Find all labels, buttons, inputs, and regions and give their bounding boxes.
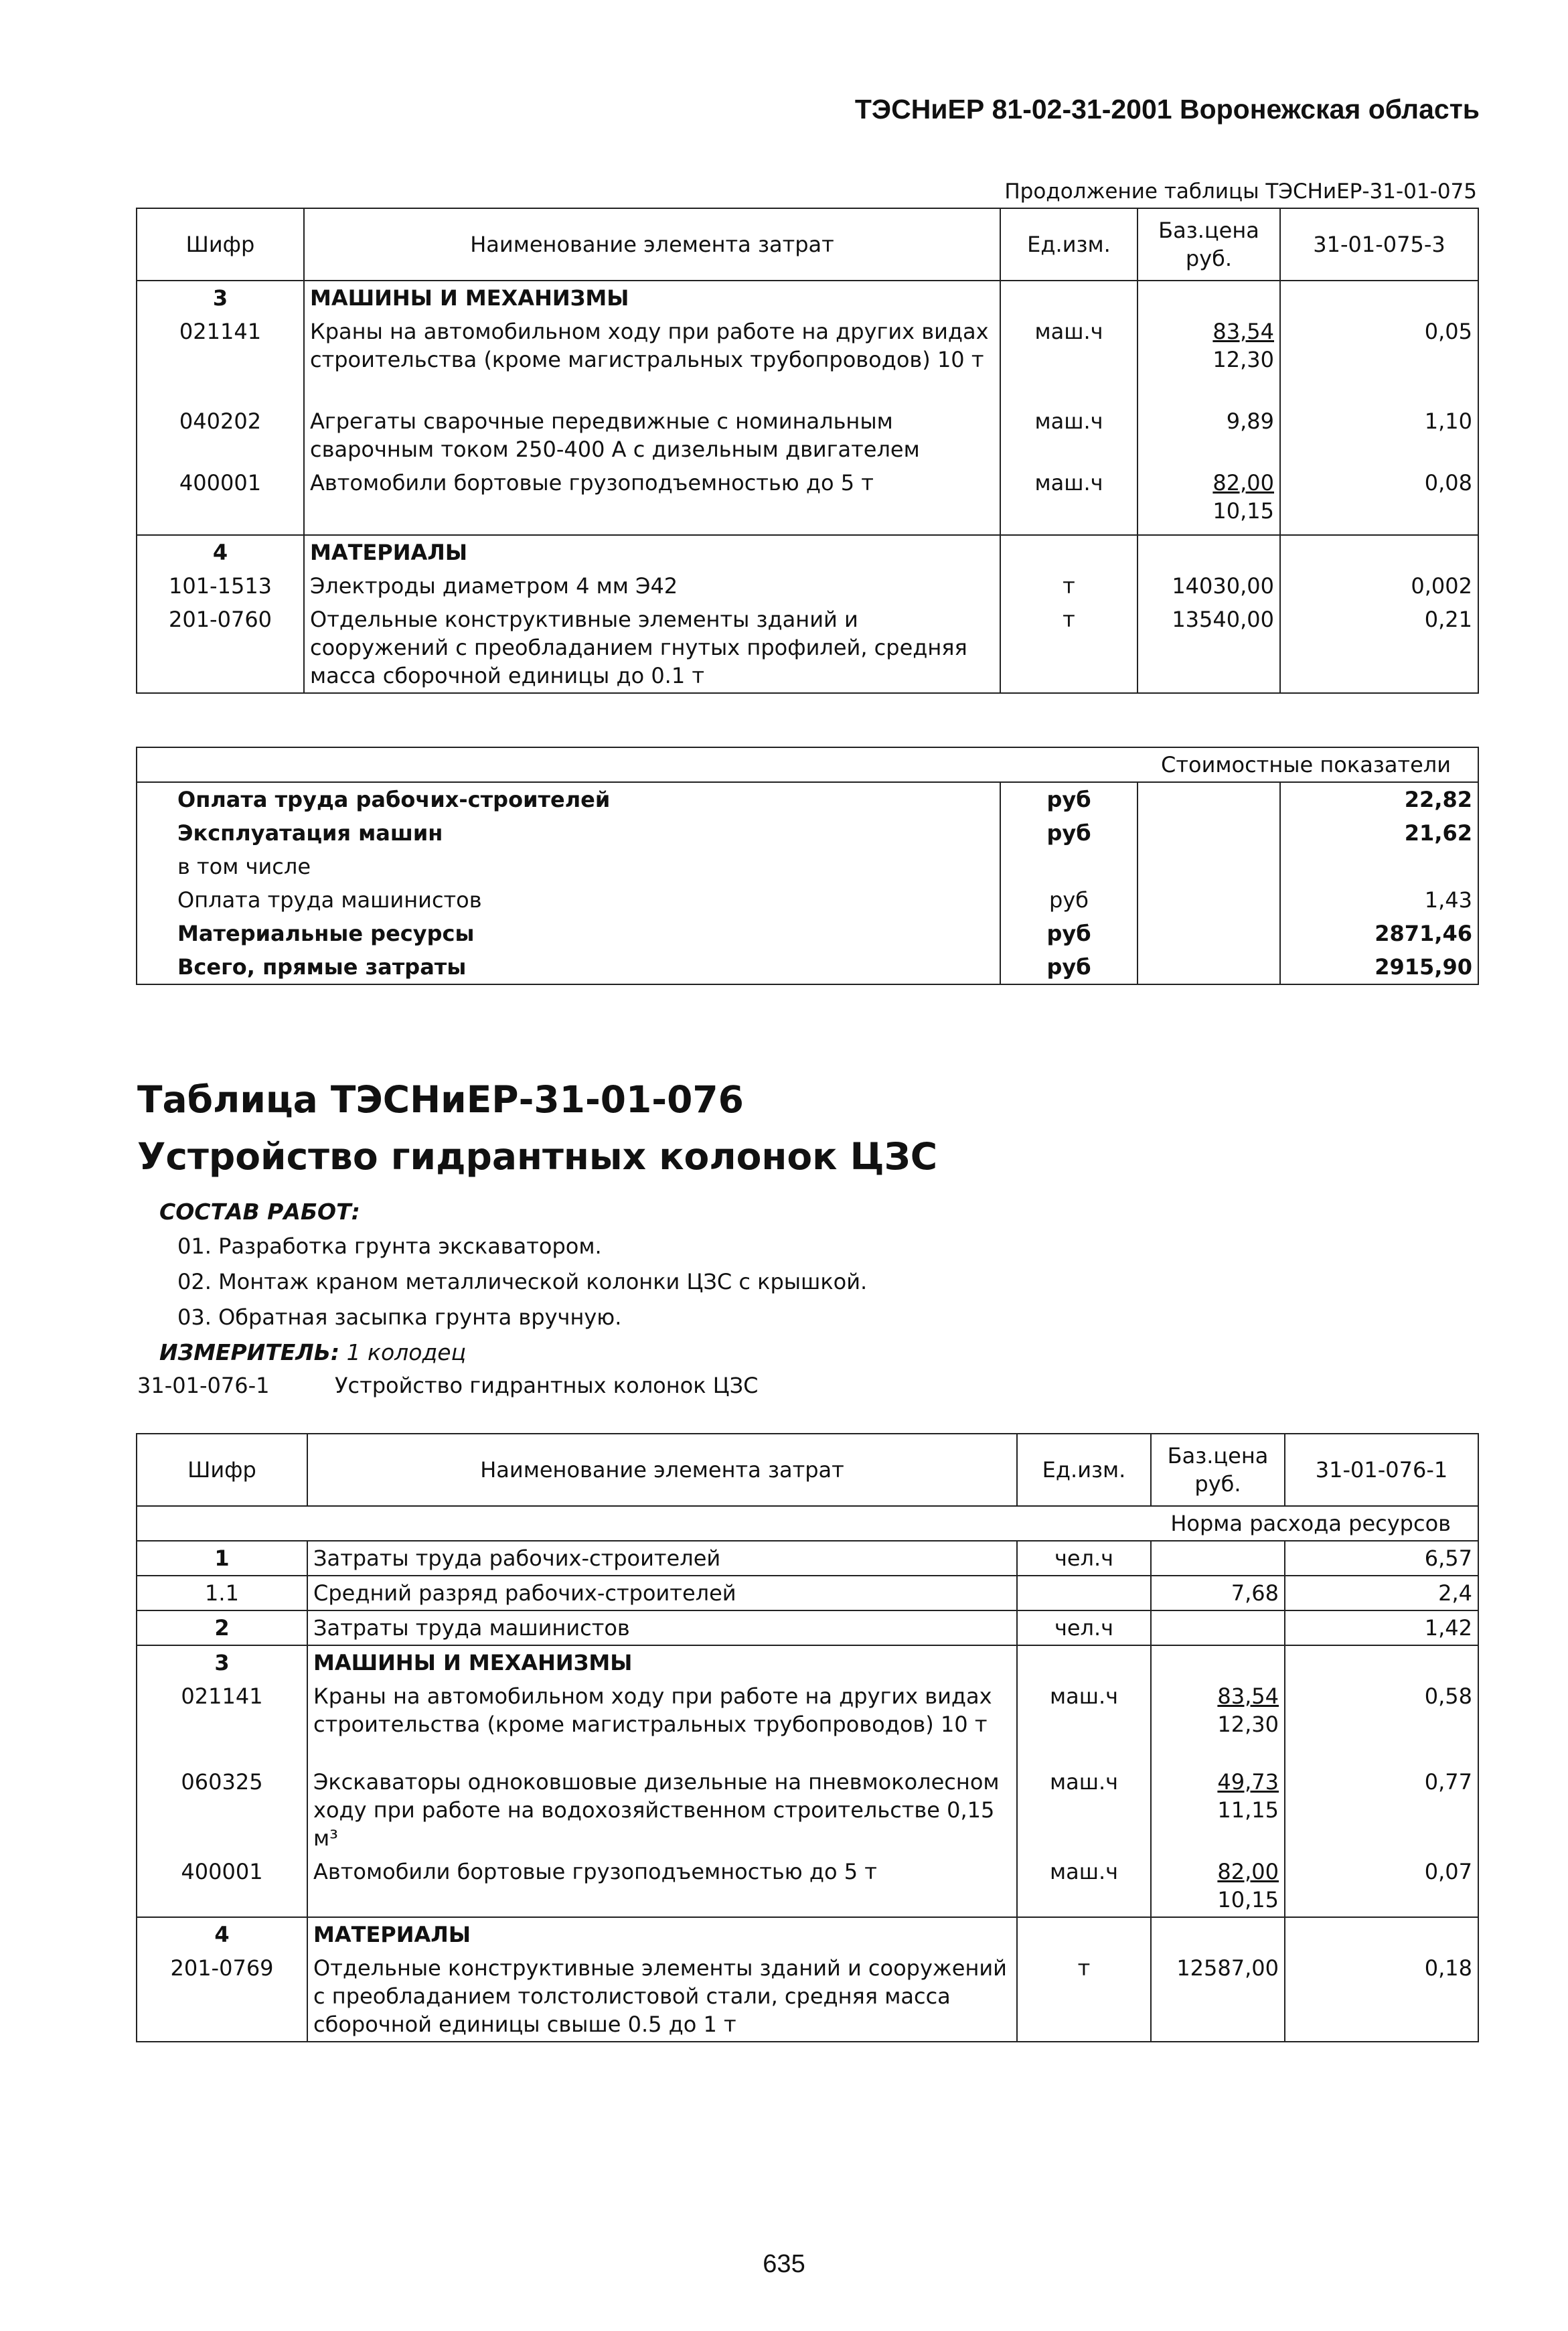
cost-row (137, 816, 1478, 850)
table-row (137, 1765, 1478, 1855)
col-header-name: Наименование элемента затрат (304, 208, 1000, 281)
table-row (137, 1855, 1478, 1917)
resource-table-075 (136, 208, 1479, 694)
row-price (1138, 535, 1280, 569)
row-code: 400001 (137, 1855, 307, 1917)
row-price (1151, 1645, 1285, 1679)
row-norm-value: 2,4 (1285, 1576, 1478, 1610)
row-norm-value: 1,10 (1280, 404, 1478, 466)
row-code: 201-0760 (137, 603, 304, 693)
table-row (137, 1951, 1478, 2042)
row-code: 1 (137, 1541, 307, 1576)
cost-value: 22,82 (1280, 782, 1478, 816)
work-item: 03. Обратная засыпка грунта вручную. (177, 1304, 622, 1330)
cost-value: 2915,90 (1280, 950, 1478, 984)
row-name: Агрегаты сварочные передвижные с номинальным сварочным током 250-400 А с дизельным двигателем (304, 404, 1000, 466)
price-value: 82,00 (1217, 1859, 1279, 1884)
cost-unit: руб (1000, 883, 1138, 917)
row-name: Краны на автомобильном ходу при работе на других видах строительства (кроме магистральных трубопроводов) 10 т (307, 1679, 1017, 1765)
row-price (1151, 1951, 1285, 2042)
col-header-price: Баз.цена руб. (1151, 1434, 1285, 1506)
item-code: 31-01-076-1 (137, 1373, 270, 1398)
works-label: СОСТАВ РАБОТ: (159, 1199, 360, 1225)
row-norm-value (1285, 1645, 1478, 1679)
cost-unit: руб (1000, 917, 1138, 950)
work-item: 02. Монтаж краном металлической колонки ЦЗС с крышкой. (177, 1269, 868, 1294)
row-norm-value: 0,07 (1285, 1855, 1478, 1917)
price-wage-value: 10,15 (1212, 498, 1274, 524)
cost-value: 2871,46 (1280, 917, 1478, 950)
row-norm-value: 0,08 (1280, 466, 1478, 535)
table-row (137, 315, 1478, 404)
continuation-caption: Продолжение таблицы ТЭСНиЕР-31-01-075 (1004, 179, 1477, 204)
row-price (1151, 1679, 1285, 1765)
table-row (137, 281, 1478, 315)
table-row (137, 1610, 1478, 1645)
row-code: 3 (137, 1645, 307, 1679)
blank-cell (1138, 816, 1280, 850)
item-name: Устройство гидрантных колонок ЦЗС (335, 1373, 759, 1398)
price-value: 83,54 (1217, 1683, 1279, 1709)
row-code: 400001 (137, 466, 304, 535)
row-norm-value: 0,77 (1285, 1765, 1478, 1855)
row-name: Электроды диаметром 4 мм Э42 (304, 569, 1000, 603)
row-unit: маш.ч (1017, 1855, 1151, 1917)
row-price (1151, 1610, 1285, 1645)
document-header: ТЭСНиЕР 81-02-31-2001 Воронежская область (854, 94, 1480, 125)
row-name: Краны на автомобильном ходу при работе на других видах строительства (кроме магистральных трубопроводов) 10 т (304, 315, 1000, 404)
row-norm-value: 6,57 (1285, 1541, 1478, 1576)
table-row (137, 535, 1478, 569)
row-price (1138, 466, 1280, 535)
row-unit (1000, 281, 1138, 315)
row-norm-value: 0,18 (1285, 1951, 1478, 2042)
row-norm-value: 1,42 (1285, 1610, 1478, 1645)
price-value: 9,89 (1226, 408, 1274, 434)
table-row (137, 1576, 1478, 1610)
cost-name: Эксплуатация машин (137, 816, 1000, 850)
resource-table-076 (136, 1433, 1479, 2042)
blank-cell (1138, 782, 1280, 816)
cost-summary-table (136, 747, 1479, 985)
cost-value: 1,43 (1280, 883, 1478, 917)
cost-row (137, 850, 1478, 883)
row-norm-value: 0,58 (1285, 1679, 1478, 1765)
table-row (137, 1679, 1478, 1765)
cost-name: в том числе (137, 850, 1000, 883)
row-code: 2 (137, 1610, 307, 1645)
blank-cell (1138, 883, 1280, 917)
row-unit: т (1017, 1951, 1151, 2042)
norm-header: Норма расхода ресурсов (137, 1506, 1478, 1541)
measure-line (159, 1339, 466, 1365)
row-unit: чел.ч (1017, 1541, 1151, 1576)
row-unit: чел.ч (1017, 1610, 1151, 1645)
blank-cell (1138, 950, 1280, 984)
row-price (1151, 1765, 1285, 1855)
row-unit: т (1000, 603, 1138, 693)
row-unit: т (1000, 569, 1138, 603)
row-norm-value: 0,05 (1280, 315, 1478, 404)
price-value: 83,54 (1212, 319, 1274, 344)
row-unit (1017, 1576, 1151, 1610)
table-header-row (137, 1434, 1478, 1506)
row-unit (1017, 1917, 1151, 1951)
row-name: МАТЕРИАЛЫ (304, 535, 1000, 569)
row-price (1151, 1541, 1285, 1576)
price-value: 12587,00 (1176, 1955, 1279, 1981)
table-title: Таблица ТЭСНиЕР-31-01-076 (137, 1078, 744, 1121)
row-unit: маш.ч (1017, 1765, 1151, 1855)
price-value: 49,73 (1217, 1769, 1279, 1795)
cost-header: Стоимостные показатели (1138, 747, 1478, 782)
cost-row (137, 950, 1478, 984)
row-name: Затраты труда машинистов (307, 1610, 1017, 1645)
cost-unit: руб (1000, 950, 1138, 984)
price-value: 13540,00 (1172, 607, 1274, 632)
table-row (137, 603, 1478, 693)
cost-name: Оплата труда рабочих-строителей (137, 782, 1000, 816)
col-header-unit: Ед.изм. (1017, 1434, 1151, 1506)
col-header-code: Шифр (137, 208, 304, 281)
col-header-code: Шифр (137, 1434, 307, 1506)
row-unit (1000, 535, 1138, 569)
row-price (1138, 404, 1280, 466)
work-item: 01. Разработка грунта экскаватором. (177, 1233, 602, 1259)
row-unit: маш.ч (1000, 404, 1138, 466)
table-row (137, 404, 1478, 466)
row-name: Отдельные конструктивные элементы зданий и сооружений с преобладанием толстолистовой стали, средняя масса сборочной единицы свыше 0.5 до 1 т (307, 1951, 1017, 2042)
col-header-name: Наименование элемента затрат (307, 1434, 1017, 1506)
row-price (1138, 281, 1280, 315)
row-code: 3 (137, 281, 304, 315)
row-code: 040202 (137, 404, 304, 466)
row-price (1151, 1917, 1285, 1951)
col-header-norm: 31-01-075-3 (1280, 208, 1478, 281)
cost-value: 21,62 (1280, 816, 1478, 850)
cost-name: Всего, прямые затраты (137, 950, 1000, 984)
measure-value: 1 колодец (346, 1339, 467, 1365)
page-number: 635 (763, 2250, 805, 2278)
row-name: МАШИНЫ И МЕХАНИЗМЫ (304, 281, 1000, 315)
table-row (137, 1541, 1478, 1576)
price-value: 7,68 (1231, 1580, 1279, 1606)
blank-cell (1138, 850, 1280, 883)
row-norm-value: 0,21 (1280, 603, 1478, 693)
cost-name: Оплата труда машинистов (137, 883, 1000, 917)
cost-unit: руб (1000, 816, 1138, 850)
row-price (1138, 569, 1280, 603)
row-code: 201-0769 (137, 1951, 307, 2042)
row-unit: маш.ч (1000, 315, 1138, 404)
table-subtitle: Устройство гидрантных колонок ЦЗС (137, 1135, 938, 1178)
norm-header-row (137, 1506, 1478, 1541)
price-wage-value: 12,30 (1217, 1712, 1279, 1737)
measure-label: ИЗМЕРИТЕЛЬ: (159, 1339, 340, 1365)
cost-unit: руб (1000, 782, 1138, 816)
cost-header-row (137, 747, 1478, 782)
row-name: Экскаваторы одноковшовые дизельные на пневмоколесном ходу при работе на водохозяйственном строительстве 0,15 м³ (307, 1765, 1017, 1855)
row-price (1151, 1855, 1285, 1917)
row-norm-value (1280, 281, 1478, 315)
cost-unit (1000, 850, 1138, 883)
row-name: Средний разряд рабочих-строителей (307, 1576, 1017, 1610)
price-wage-value: 11,15 (1217, 1797, 1279, 1823)
cost-row (137, 917, 1478, 950)
blank-cell (1138, 917, 1280, 950)
row-price (1138, 603, 1280, 693)
row-norm-value: 0,002 (1280, 569, 1478, 603)
cost-name: Материальные ресурсы (137, 917, 1000, 950)
price-value: 14030,00 (1172, 573, 1274, 599)
row-code: 4 (137, 535, 304, 569)
row-name: МАШИНЫ И МЕХАНИЗМЫ (307, 1645, 1017, 1679)
col-header-unit: Ед.изм. (1000, 208, 1138, 281)
table-row (137, 1917, 1478, 1951)
row-code: 021141 (137, 315, 304, 404)
col-header-price: Баз.цена руб. (1138, 208, 1280, 281)
price-wage-value: 12,30 (1212, 347, 1274, 372)
row-code: 4 (137, 1917, 307, 1951)
price-wage-value: 10,15 (1217, 1887, 1279, 1912)
table-row (137, 569, 1478, 603)
table-header-row (137, 208, 1478, 281)
row-name: МАТЕРИАЛЫ (307, 1917, 1017, 1951)
row-code: 101-1513 (137, 569, 304, 603)
cost-value (1280, 850, 1478, 883)
row-unit: маш.ч (1017, 1679, 1151, 1765)
row-unit: маш.ч (1000, 466, 1138, 535)
row-price (1138, 315, 1280, 404)
price-value: 82,00 (1212, 470, 1274, 496)
row-norm-value (1280, 535, 1478, 569)
table-row (137, 466, 1478, 535)
row-code: 021141 (137, 1679, 307, 1765)
row-name: Отдельные конструктивные элементы зданий и сооружений с преобладанием гнутых профилей, средняя масса сборочной единицы до 0.1 т (304, 603, 1000, 693)
row-code: 1.1 (137, 1576, 307, 1610)
row-code: 060325 (137, 1765, 307, 1855)
cost-row (137, 782, 1478, 816)
row-name: Автомобили бортовые грузоподъемностью до 5 т (304, 466, 1000, 535)
table-row (137, 1645, 1478, 1679)
cost-row (137, 883, 1478, 917)
row-name: Затраты труда рабочих-строителей (307, 1541, 1017, 1576)
row-name: Автомобили бортовые грузоподъемностью до 5 т (307, 1855, 1017, 1917)
row-unit (1017, 1645, 1151, 1679)
blank-cell (137, 747, 1138, 782)
col-header-norm: 31-01-076-1 (1285, 1434, 1478, 1506)
row-norm-value (1285, 1917, 1478, 1951)
row-price (1151, 1576, 1285, 1610)
